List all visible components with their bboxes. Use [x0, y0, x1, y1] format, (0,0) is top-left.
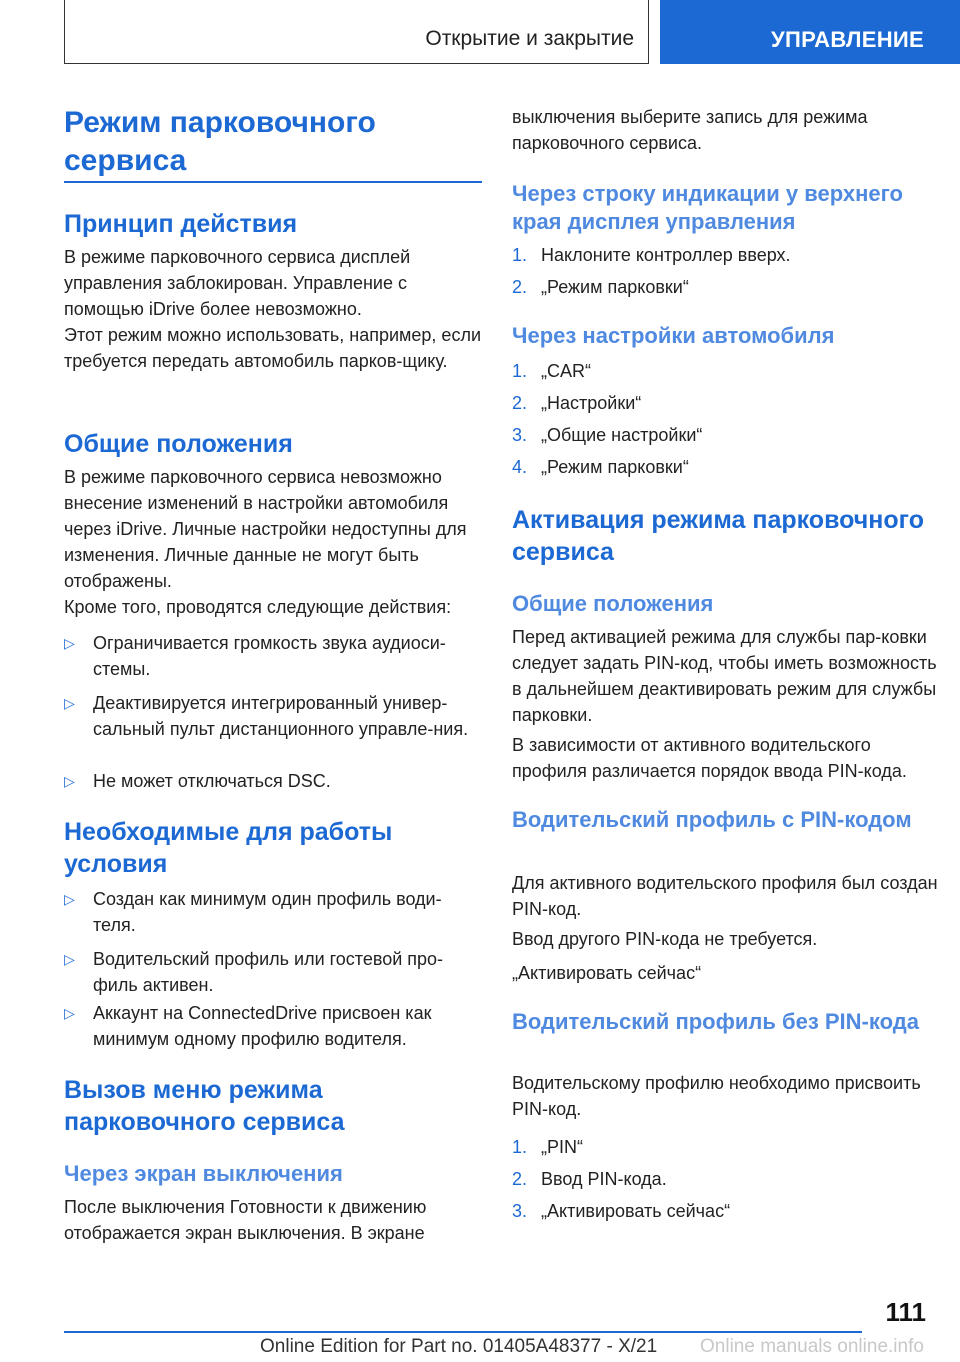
triangle-bullet-icon: ▷ — [64, 1005, 75, 1021]
menu-subheading: Через экран выключения — [64, 1161, 343, 1186]
step-item — [512, 454, 940, 480]
header-chapter-title: УПРАВЛЕНИЕ — [771, 27, 924, 52]
list-item — [64, 886, 482, 938]
page-number: 111 — [885, 1297, 926, 1327]
step-text: „Активировать сейчас“ — [541, 1201, 731, 1221]
general-paragraph-1: В режиме парковочного сервиса невозможно внесение изменений в настройки автомобиля через iDrive. Личные настройки недоступны для изменения. Личные данные не могут быть отображены. — [64, 467, 467, 591]
step-item — [512, 422, 940, 448]
step-text: „CAR“ — [541, 361, 591, 381]
step-item — [512, 390, 940, 416]
continued-paragraph: выключения выберите запись для режима парковочного сервиса. — [512, 107, 868, 153]
step-text: „Общие настройки“ — [541, 425, 703, 445]
activation-paragraph-1: Перед активацией режима для службы пар-ковки следует задать PIN-код, чтобы иметь возможность в дальнейшем деактивировать режим для службы парковки. — [512, 627, 937, 725]
step-text: „Режим парковки“ — [541, 457, 689, 477]
step-text: Наклоните контроллер вверх. — [541, 245, 791, 265]
list-item — [64, 690, 482, 742]
activation-general-heading: Общие положения — [512, 591, 714, 616]
header-chapter-tab — [660, 0, 960, 64]
step-number: 4. — [512, 457, 528, 477]
step-item — [512, 358, 940, 384]
footer-rule — [64, 1331, 862, 1333]
step-number: 3. — [512, 425, 528, 445]
footer-watermark: Online manuals online.info — [700, 1336, 924, 1357]
list-item-text: Деактивируется интегрированный универ-сальный пульт дистанционного управле-ния. — [93, 693, 469, 739]
statusbar-heading: Через строку индикации у верхнего края дисплея управления — [512, 181, 903, 234]
step-number: 2. — [512, 277, 528, 297]
step-item — [512, 1134, 940, 1160]
settings-heading: Через настройки автомобиля — [512, 323, 835, 348]
menu-paragraph-1: После выключения Готовности к движению отображается экран выключения. В экране — [64, 1197, 427, 1243]
list-item — [64, 768, 482, 794]
activation-heading: Активация режима парковочного сервиса — [512, 506, 924, 566]
principle-paragraph-1: В режиме парковочного сервиса дисплей управления заблокирован. Управление с помощью iDrive более невозможно. — [64, 247, 411, 319]
step-number: 1. — [512, 245, 528, 265]
header-section-title: Открытие и закрытие — [425, 27, 634, 50]
activation-paragraph-2: В зависимости от активного водительского профиля различается порядок ввода PIN-кода. — [512, 735, 907, 781]
title-rule — [64, 181, 482, 183]
step-text: „Настройки“ — [541, 393, 642, 413]
with-pin-paragraph-3: „Активировать сейчас“ — [512, 963, 702, 983]
step-item — [512, 242, 940, 268]
general-paragraph-2: Кроме того, проводятся следующие действия: — [64, 597, 452, 617]
without-pin-paragraph-1: Водительскому профилю необходимо присвоить PIN-код. — [512, 1073, 921, 1119]
triangle-bullet-icon: ▷ — [64, 891, 75, 907]
step-item — [512, 1198, 940, 1224]
list-item-text: Не может отключаться DSC. — [93, 771, 331, 791]
principle-paragraph-2: Этот режим можно использовать, например, если требуется передать автомобиль парков-щику. — [64, 325, 481, 371]
step-number: 2. — [512, 1169, 528, 1189]
list-item-text: Водительский профиль или гостевой про-филь активен. — [93, 949, 444, 995]
without-pin-heading: Водительский профиль без PIN-кода — [512, 1009, 919, 1034]
list-item — [64, 1000, 482, 1052]
step-number: 2. — [512, 393, 528, 413]
step-number: 1. — [512, 1137, 528, 1157]
list-item — [64, 946, 482, 998]
principle-heading: Принцип действия — [64, 210, 298, 238]
triangle-bullet-icon: ▷ — [64, 695, 75, 711]
step-text: „PIN“ — [541, 1137, 583, 1157]
footer-edition: Online Edition for Part no. 01405A48377 - X/21 — [260, 1336, 658, 1357]
step-text: Ввод PIN-кода. — [541, 1169, 667, 1189]
with-pin-paragraph-2: Ввод другого PIN-кода не требуется. — [512, 929, 818, 949]
with-pin-paragraph-1: Для активного водительского профиля был создан PIN-код. — [512, 873, 938, 919]
header-section-box — [64, 0, 649, 64]
triangle-bullet-icon: ▷ — [64, 951, 75, 967]
general-heading: Общие положения — [64, 430, 293, 458]
list-item-text: Аккаунт на ConnectedDrive присвоен как минимум одному профилю водителя. — [93, 1003, 432, 1049]
list-item-text: Ограничивается громкость звука аудиоси-стемы. — [93, 633, 446, 679]
list-item-text: Создан как минимум один профиль води-теля. — [93, 889, 442, 935]
step-item — [512, 274, 940, 300]
requirements-heading: Необходимые для работы условия — [64, 818, 393, 878]
step-number: 1. — [512, 361, 528, 381]
menu-heading: Вызов меню режима парковочного сервиса — [64, 1076, 345, 1136]
step-item — [512, 1166, 940, 1192]
list-item — [64, 630, 482, 682]
page-title: Режим парковочного сервиса — [64, 106, 376, 177]
with-pin-heading: Водительский профиль с PIN-кодом — [512, 807, 912, 832]
triangle-bullet-icon: ▷ — [64, 773, 75, 789]
step-text: „Режим парковки“ — [541, 277, 689, 297]
step-number: 3. — [512, 1201, 528, 1221]
triangle-bullet-icon: ▷ — [64, 635, 75, 651]
